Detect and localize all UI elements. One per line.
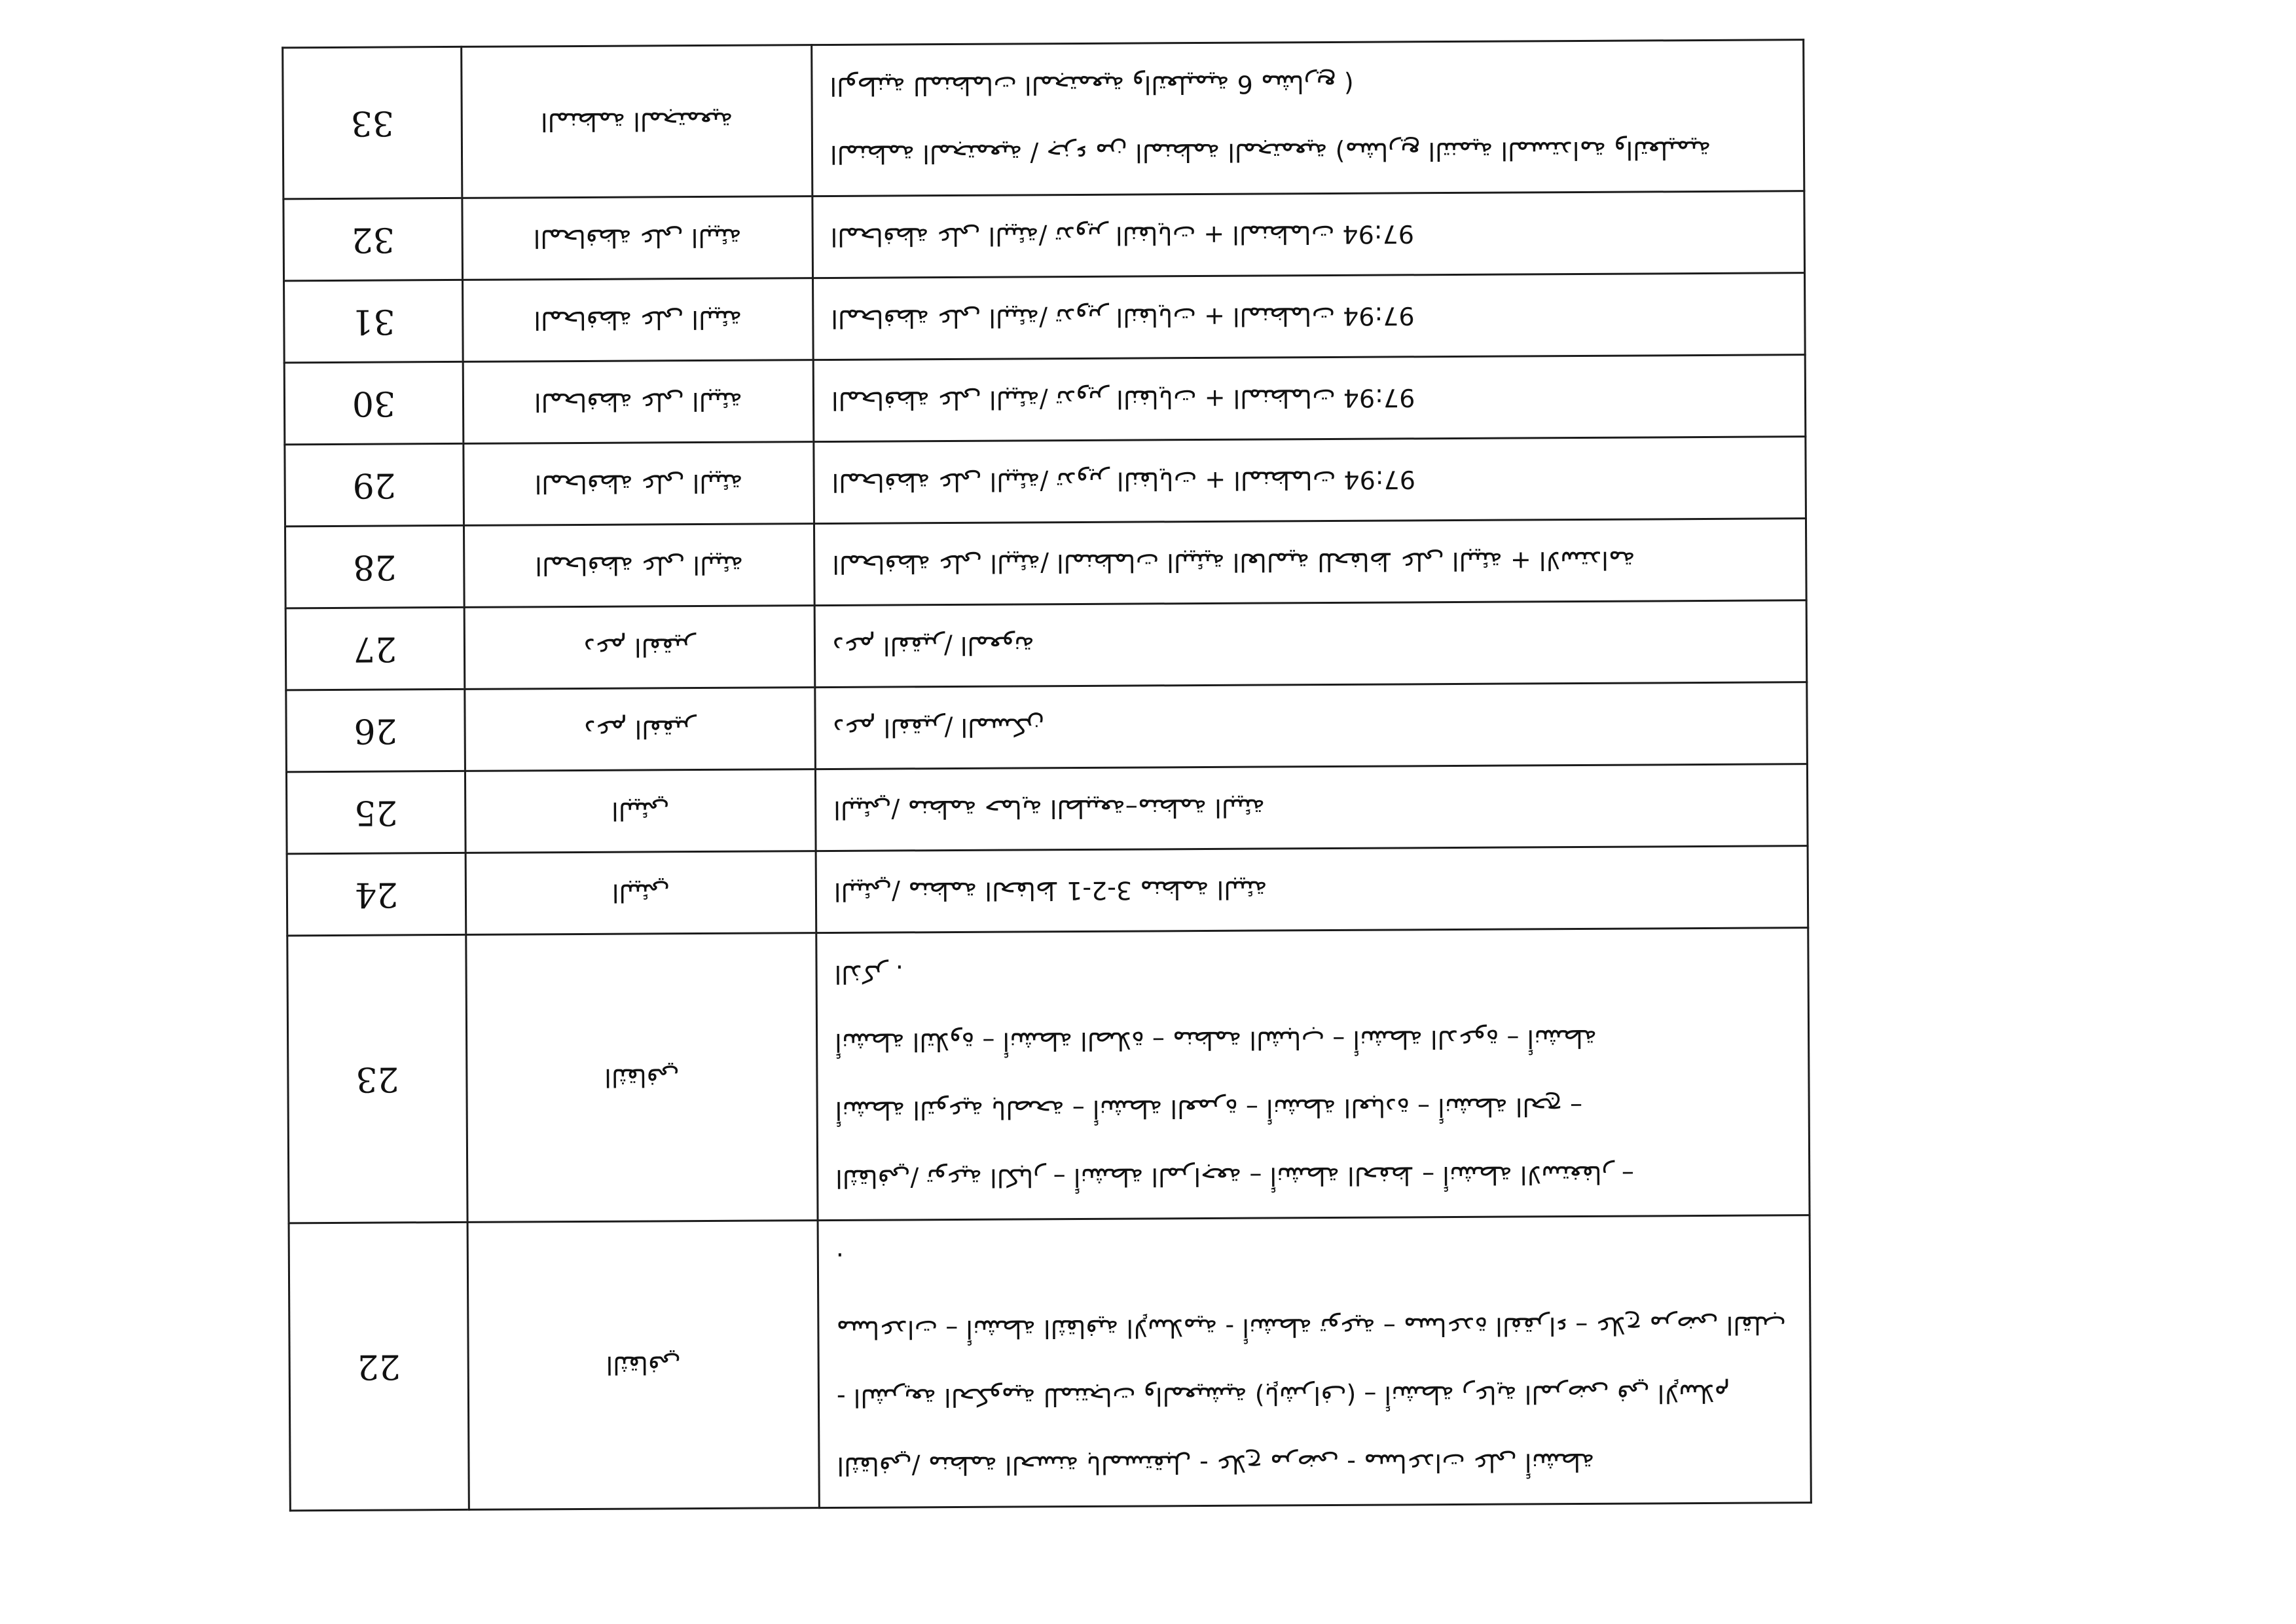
table-row	[284, 355, 1806, 445]
description-line: الثقافي/ توعية الكبار – أنشطة المراجعة – أنشطة الحفظ – أنشطة الاستغفار –	[835, 1160, 1635, 1193]
description-cell	[818, 1215, 1811, 1508]
description-line: المحافظة على البيئة/ تدوير النفايات + المنظمات 97:94	[831, 465, 1416, 497]
row-number-cell: 33	[283, 46, 462, 198]
description-cell	[813, 355, 1806, 442]
description-cell	[816, 846, 1808, 933]
description-cell	[815, 682, 1808, 769]
description-line: - الشريعة الحكومية للمنتجات والمعيشية (بإشراف) – أنشطة رعاية المرضى في الإسلام	[836, 1378, 1730, 1412]
description-cell	[814, 519, 1806, 606]
table-row	[283, 191, 1805, 281]
table-row	[285, 600, 1807, 690]
activity-type-cell: المحافظة على البيئة	[464, 442, 814, 526]
activity-type-cell: الثقافي	[466, 933, 818, 1223]
activity-type-cell: المنظمة المجتمعية	[462, 45, 812, 198]
row-number-cell: 27	[285, 607, 465, 690]
table-row	[286, 682, 1808, 772]
row-number-cell: 26	[286, 689, 465, 771]
table-row	[285, 437, 1806, 526]
description-line: المحافظة على البيئة/ تدوير النفايات + المنظمات 97:94	[830, 219, 1415, 251]
table-row	[289, 1215, 1811, 1511]
row-number-cell: 23	[287, 934, 467, 1223]
table-body	[283, 40, 1812, 1511]
activity-type-cell: البيئي	[465, 769, 816, 853]
description-cell	[813, 273, 1806, 360]
row-number-cell: 22	[289, 1222, 469, 1510]
description-line: البيئي/ منظمة حماية الطبيعة–منظمة البيئة	[833, 793, 1266, 824]
table-row	[283, 40, 1804, 199]
table-row	[285, 519, 1806, 608]
activity-type-cell: المحافظة على البيئة	[463, 278, 814, 362]
table-row	[286, 764, 1808, 854]
activity-type-cell: المحافظة على البيئة	[464, 524, 814, 608]
row-number-cell: 29	[285, 443, 464, 526]
row-number-cell: 25	[286, 771, 465, 853]
description-cell	[814, 600, 1807, 688]
description-line: الذكر .	[834, 959, 904, 989]
activity-type-cell: المحافظة على البيئة	[463, 360, 814, 444]
row-number-cell: 30	[284, 361, 464, 444]
table-row	[287, 846, 1808, 936]
activity-type-cell: دعم الفقير	[464, 606, 815, 690]
row-number-cell: 31	[284, 280, 464, 362]
activities-table	[282, 39, 1812, 1511]
row-number-cell: 32	[283, 198, 463, 280]
description-line: المحافظة على البيئة/ تدوير النفايات + المنظمات 97:94	[831, 301, 1415, 333]
description-cell	[816, 928, 1810, 1221]
table-row	[284, 273, 1806, 363]
description-cell	[815, 764, 1808, 851]
description-line: دعم الفقير/ المسكن	[833, 712, 1045, 743]
table-row	[287, 928, 1810, 1223]
description-line: الوطنية للمنظمات المجتمعية والتعليمية 6 مشاريع )	[829, 69, 1354, 101]
description-line: المحافظة على البيئة/ المنظمات البيئية العالمية للحفاظ على البيئة + الاستدامة	[832, 545, 1635, 579]
description-line: المحافظة على البيئة/ تدوير النفايات + المنظمات 97:94	[831, 383, 1415, 415]
description-line: أنشطة التلاوة – أنشطة الصلاة – منظمة الشباب – أنشطة الدعوة – أنشطة	[835, 1024, 1597, 1057]
description-line: الثقافي/ منظمة الحسنة بالمستقبل - علاج مرضى - مساعدات على أنشطة	[837, 1447, 1595, 1481]
activity-type-cell: الثقافي	[467, 1221, 819, 1510]
description-cell	[812, 40, 1804, 196]
activity-type-cell: دعم الفقير	[465, 688, 816, 771]
description-line: البيئي/ منظمة الحفاظ 1-2-3 منظمة البيئة	[833, 875, 1267, 906]
description-line: المنظمة المجتمعية / جزء من المنظمة المجتمعية (مشاريع التنمية المستدامة والتعليمية	[829, 135, 1711, 169]
table-sheet	[346, 39, 1812, 1511]
description-line: أنشطة التوعية بالصحة – أنشطة العمرة – أنشطة العبادة – أنشطة الحج –	[835, 1092, 1583, 1125]
description-line: دعم الفقير/ المعونة	[832, 631, 1034, 661]
description-line: مساعدات – أنشطة الثقافية الإسلامية - أنشطة توعية – مساعدة الفقراء – علاج مرضى القلب .	[835, 1247, 1787, 1344]
activity-type-cell: المحافظة على البيئة	[462, 196, 813, 280]
row-number-cell: 28	[285, 525, 464, 608]
description-cell	[812, 191, 1805, 278]
activity-type-cell: البيئي	[465, 851, 816, 935]
description-cell	[814, 437, 1806, 524]
row-number-cell: 24	[287, 853, 466, 935]
